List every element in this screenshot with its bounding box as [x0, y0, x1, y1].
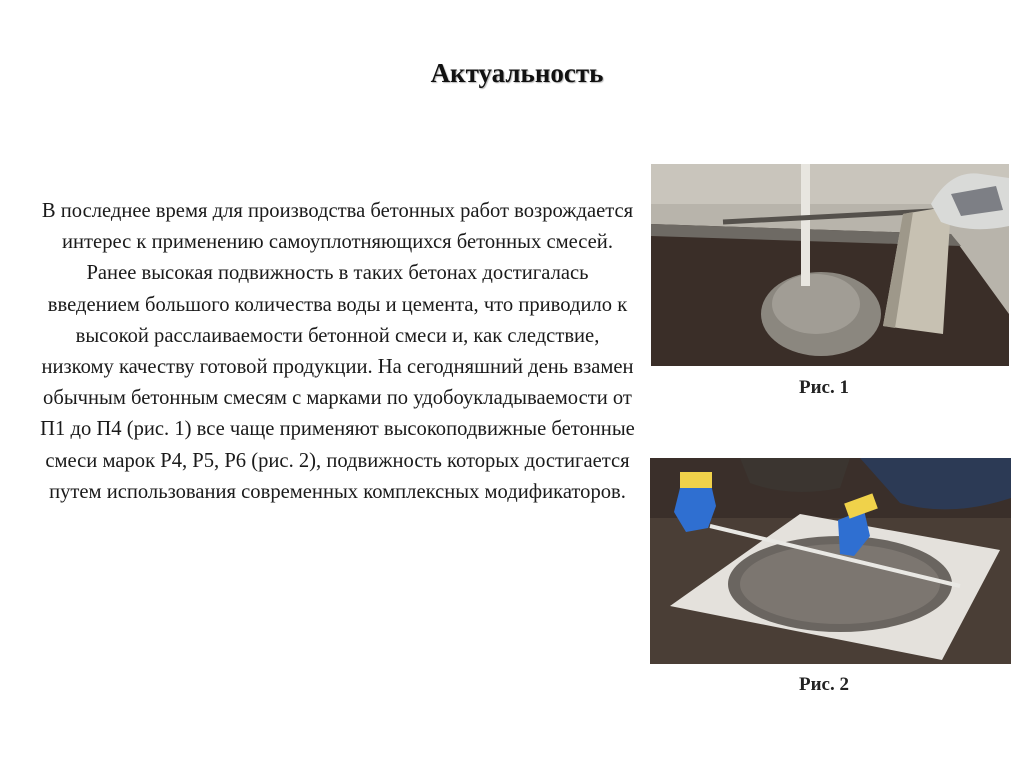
slide-title: Актуальность — [430, 58, 604, 88]
slump-flow-test-photo — [650, 458, 1011, 664]
slump-cone-test-photo — [651, 164, 1009, 366]
figure-2-caption: Рис. 2 — [799, 674, 849, 695]
body-paragraph: В последнее время для производства бетонных работ возрождается интерес к применению самоуплотняющихся бетонных смесей. Ранее высокая подвижность в таких бетонах достигалась введением большого количества воды и цемента, что приводило к высокой расслаиваемости бетонной смеси и, как следствие, низкому качеству готовой продукции. На сегодняшний день взамен обычным бетонным смесям с марками по удобоукладываемости от П1 до П4 (рис. 1) все чаще применяют высокоподвижные бетонные смеси марок Р4, Р5, Р6 (рис. 2), подвижность которых достигается путем использования современных комплексных модификаторов. — [40, 200, 635, 503]
figure-1-caption: Рис. 1 — [799, 377, 849, 398]
